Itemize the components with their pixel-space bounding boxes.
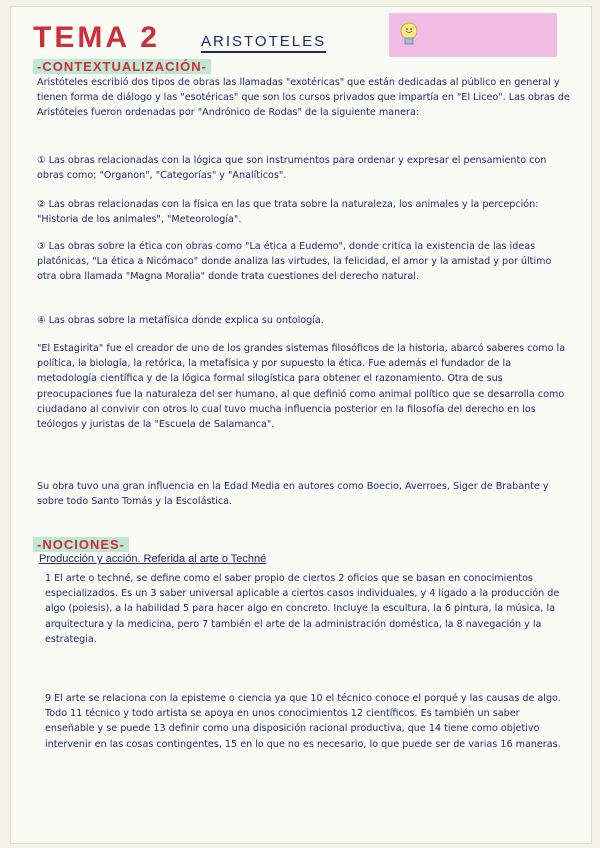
paragraph: Aristóteles escribió dos tipos de obras las llamadas "exotéricas" que están dedicadas al público en general y tienen forma de diálogo y las "esotéricas" que son los cursos privados que impartía en "El Liceo". Las obras de Aristóteles fueron ordenadas por "Andrónico de Rodas" de la siguiente manera: (37, 77, 570, 119)
paragraph: Su obra tuvo una gran influencia en la Edad Media en autores como Boecio, Averroes, Siger de Brabante y sobre todo Santo Tomás y la Escolástica. (37, 481, 549, 508)
section-heading-nociones: -NOCIONES- (33, 537, 129, 552)
section-heading-contextualizacion: -CONTEXTUALIZACIÓN- (33, 59, 211, 74)
list-item: ③ Las obras sobre la ética con obras como "La ética a Eudemo", donde critica la existencia de las ideas platónicas, "La ética a Nicómaco" donde analiza las virtudes, la felicidad, el amor y la amistad y por último otra obra llamada "Magna Moralia" donde trata cuestiones del derecho natural. (37, 241, 552, 283)
list-item: ② Las obras relacionadas con la física en las que trata sobre la naturaleza, los animales y la percepción: "Historia de los animales", "Meteorología". (37, 199, 539, 226)
page-title: TEMA 2 (33, 21, 160, 54)
paragraph: 9 El arte se relaciona con la episteme o ciencia ya que 10 el técnico conoce el porqué y las causas de algo. Todo 11 técnico y todo artista se apoya en unos conocimientos 12 científicos. Es también un saber enseñable y se puede 13 definir como una disposición racional productiva, que 14 tiene como objetivo intervenir en las cosas contingentes, 15 en lo que no es necesario, lo que puede ser de varias 16 maneras. (45, 693, 561, 750)
sticky-note (389, 13, 557, 57)
page-subtitle: ARISTOTELES (201, 33, 326, 53)
notebook-page (10, 6, 592, 844)
list-item: ④ Las obras sobre la metafísica donde explica su ontología. (37, 315, 324, 326)
paragraph: "El Estagirita" fue el creador de uno de los grandes sistemas filosóficos de la historia, abarcó saberes como la política, la biología, la retórica, la metafísica y por supuesto la ética. Fue además el fundador de la metodología científica y de la lógica formal silogística para obtener el razonamiento. Otra de sus preocupaciones fue la naturaleza del ser humano, al que definió como animal político que se desarrolla como ciudadano al convivir con otros lo cual tuvo mucha influencia posterior en la filosofía del derecho en los teólogos y juristas de la "Escuela de Salamanca". (37, 343, 566, 431)
paragraph: 1 El arte o techné, se define como el saber propio de ciertos 2 oficios que se basan en conocimientos especializados. Es un 3 saber universal aplicable a ciertos casos individuales, y 4 ligado a la producción de algo (poiesis), a la habilidad 5 para hacer algo en concreto. Incluye la escultura, la 6 pintura, la música, la arquitectura y la medicina, pero 7 también el arte de la administración doméstica, la 8 navegación y la estrategia. (45, 573, 560, 645)
lightbulb-icon (399, 21, 419, 49)
subheading: Producción y acción. Referida al arte o Techné (39, 553, 267, 565)
list-item: ① Las obras relacionadas con la lógica que son instrumentos para ordenar y expresar el pensamiento con obras como; "Organon", "Categorías" y "Analíticos". (37, 155, 547, 182)
